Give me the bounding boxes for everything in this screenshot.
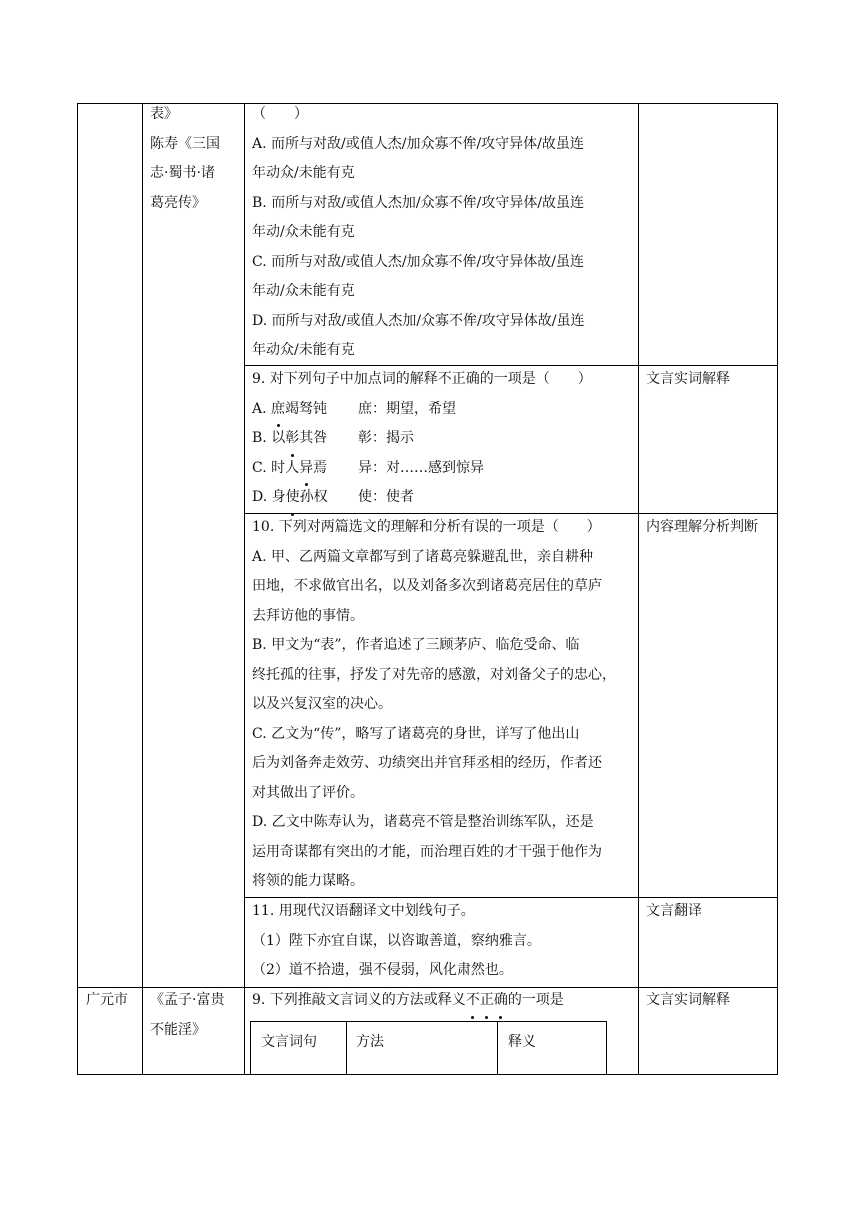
- question-10-line: 田地，不求做官出名，以及刘备多次到诸葛亮居住的草庐: [252, 578, 602, 594]
- option-c-line-2: 年动/众未能有克: [252, 283, 355, 299]
- option-b-line-1: B. 而所与对敌/或值人杰加/众寡不侔/攻守异体/故虽连: [252, 194, 585, 211]
- question-10-line: 以及兴复汉室的决心。: [252, 696, 392, 712]
- question-10-line: 后为刘备奔走效劳、功绩突出并官拜丞相的经历，作者还: [252, 755, 602, 771]
- option-prefix: A.: [252, 400, 272, 417]
- table-col-divider-1: [142, 103, 143, 1075]
- inner-table-header: 方法: [356, 1034, 384, 1050]
- option-c-line-1: C. 而所与对敌/或值人杰/加众寡不侔/攻守异体故/虽连: [252, 253, 584, 270]
- table-border-left: [77, 103, 78, 1075]
- question-9-guangyuan: [252, 986, 564, 1016]
- question-line: （ ）: [252, 106, 308, 122]
- table-col-divider-3: [638, 103, 639, 1075]
- question-9-option-b: [252, 424, 592, 454]
- option-rest: 孙权: [299, 489, 328, 505]
- option-d-line-2: 年动众/未能有克: [252, 342, 355, 358]
- inner-table-header: 释义: [508, 1034, 536, 1050]
- option-gloss: 庶：期望，希望: [358, 400, 456, 417]
- question-10-line: 将领的能力谋略。: [252, 873, 364, 889]
- dotted-word: 庶: [271, 395, 285, 425]
- question-9-option-d: [252, 483, 592, 513]
- question-10-line: 对其做出了评价。: [252, 784, 364, 801]
- question-10-line: 去拜访他的事情。: [252, 607, 364, 624]
- option-rest: 竭驽钝: [285, 400, 328, 417]
- stem-after: 的一项是: [507, 992, 564, 1008]
- question-8-options: [252, 100, 585, 366]
- city-label: 广元市: [86, 992, 128, 1008]
- option-prefix: B. 以: [252, 430, 286, 446]
- option-prefix: D. 身: [252, 489, 286, 505]
- skill-label: 内容理解分析判断: [646, 519, 758, 535]
- skill-label: 文言实词解释: [646, 992, 730, 1008]
- question-10-line: B. 甲文为“表”，作者追述了三顾茅庐、临危受命、临: [252, 637, 580, 653]
- source-line: 《孟子·富贵: [150, 992, 225, 1008]
- question-9-option-a: [252, 395, 592, 425]
- source-line: 葛亮传》: [150, 194, 206, 211]
- dotted-word: 不: [466, 986, 480, 1016]
- option-gloss: 异：对……感到惊异: [358, 459, 484, 476]
- option-a-line-1: A. 而所与对敌/或值人杰/加众寡不侔/攻守异体/故虽连: [252, 135, 584, 152]
- question-10-line: A. 甲、乙两篇文章都写到了诸葛亮躲避乱世，亲自耕种: [252, 548, 594, 565]
- table-border-right: [777, 103, 778, 1075]
- option-b-line-2: 年动/众未能有克: [252, 224, 355, 240]
- question-10-line: C. 乙文为“传”，略写了诸葛亮的身世，详写了他出山: [252, 725, 580, 742]
- question-11-item-2: （2）道不拾遗，强不侵弱，风化肃然也。: [252, 962, 513, 978]
- question-10-stem: 10. 下列对两篇选文的理解和分析有误的一项是（ ）: [252, 519, 601, 535]
- inner-table-divider-1: [346, 1021, 347, 1075]
- question-11-item-1: （1）陛下亦宜自谋，以咨诹善道，察纳雅言。: [252, 932, 541, 949]
- dotted-word: 确: [494, 986, 508, 1016]
- dotted-word: 彰: [285, 424, 299, 454]
- source-line: 表》: [150, 106, 178, 122]
- table-border-bottom: [77, 1074, 778, 1075]
- source-line: 陈寿《三国: [150, 135, 220, 152]
- stem-before: 9. 下列推敲文言词义的方法或释义: [252, 992, 466, 1008]
- question-10-line: 终托孤的往事，抒发了对先帝的感激，对刘备父子的忠心，: [252, 666, 616, 683]
- source-cell: [150, 986, 224, 1045]
- inner-table-divider-2: [497, 1021, 498, 1075]
- question-10-line: 运用奇谋都有突出的才能，而治理百姓的才干强于他作为: [252, 843, 602, 860]
- question-10-line: D. 乙文中陈寿认为，诸葛亮不管是整治训练军队，还是: [252, 814, 594, 830]
- option-d-line-1: D. 而所与对敌/或值人杰加/众寡不侔/攻守异体故/虽连: [252, 312, 585, 329]
- question-9-stem: 9. 对下列句子中加点词的解释不正确的一项是（ ）: [252, 371, 592, 387]
- source-cell: [150, 100, 220, 218]
- question-10: [252, 513, 616, 897]
- skill-label: 文言翻译: [646, 903, 702, 919]
- inner-table-left: [250, 1021, 251, 1075]
- skill-label: 文言实词解释: [646, 371, 730, 387]
- question-9-option-c: [252, 454, 592, 484]
- option-prefix: C. 时人: [252, 459, 300, 476]
- inner-table-right: [606, 1021, 607, 1075]
- inner-table-top: [250, 1021, 607, 1022]
- option-rest: 焉: [313, 459, 328, 476]
- option-gloss: 使：使者: [358, 489, 414, 505]
- source-line: 志·蜀书·诸: [150, 165, 215, 181]
- dotted-word: 使: [286, 483, 300, 513]
- question-11: [252, 897, 541, 986]
- question-9: [252, 365, 592, 513]
- option-a-line-2: 年动众/未能有克: [252, 165, 355, 181]
- question-11-stem: 11. 用现代汉语翻译文中划线句子。: [252, 903, 475, 919]
- dotted-word: 异: [299, 454, 313, 484]
- dotted-word: 正: [480, 986, 494, 1016]
- table-col-divider-2: [244, 103, 245, 1075]
- option-rest: 其咎: [299, 430, 328, 446]
- source-line: 不能淫》: [150, 1021, 206, 1038]
- question-stem: [252, 986, 564, 1016]
- inner-table-header: 文言词句: [261, 1034, 317, 1050]
- option-gloss: 彰：揭示: [358, 430, 414, 446]
